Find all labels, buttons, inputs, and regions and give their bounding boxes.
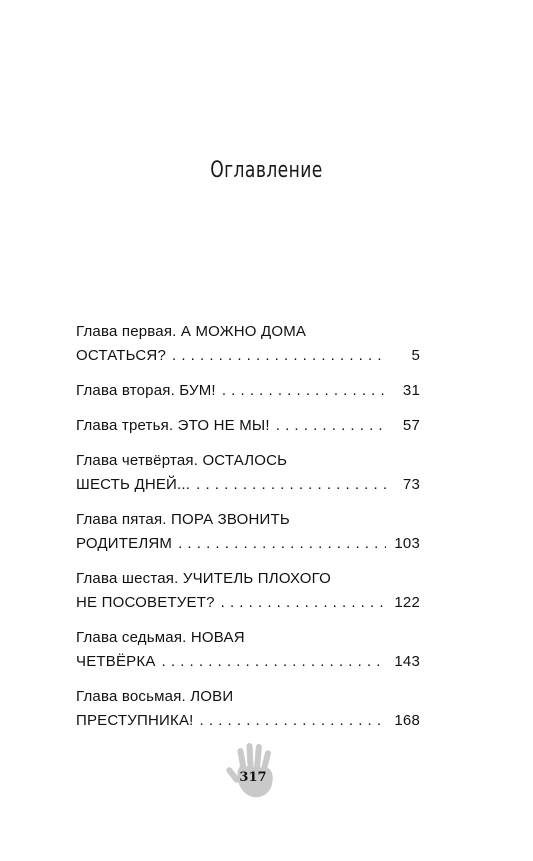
- toc-page-number: 103: [394, 535, 420, 552]
- toc-entry-leader-line: [76, 344, 420, 368]
- page-folio: [226, 740, 280, 802]
- dot-leader: [221, 591, 386, 615]
- toc-page-number: 122: [394, 594, 420, 611]
- toc-entry-title: Глава седьмая. НОВАЯ: [76, 629, 245, 646]
- toc-page-number: 168: [394, 712, 420, 729]
- dot-leader: [276, 414, 386, 438]
- toc-entry-title: Глава восьмая. ЛОВИ: [76, 688, 234, 705]
- toc-entry-title-cont: РОДИТЕЛЯМ: [76, 535, 173, 552]
- toc-title: Оглавление: [210, 158, 323, 183]
- toc-page-number: 57: [402, 417, 420, 434]
- toc-page-number: 73: [402, 476, 420, 493]
- toc-entry-3: [76, 414, 420, 438]
- dot-leader: [200, 709, 386, 733]
- dot-leader: [162, 650, 386, 674]
- toc-entry-1: [76, 320, 420, 368]
- toc-entry-leader-line: [76, 414, 420, 438]
- toc-entry-title: Глава первая. А МОЖНО ДОМА: [76, 323, 307, 340]
- toc-entry-leader-line: [76, 379, 420, 403]
- toc-entry-8: [76, 685, 420, 733]
- table-of-contents: [76, 320, 420, 744]
- toc-entry-6: [76, 567, 420, 615]
- toc-entry-7: [76, 626, 420, 674]
- toc-entry-leader-line: [76, 591, 420, 615]
- toc-entry-title-cont: ЧЕТВЁРКА: [76, 653, 156, 670]
- toc-entry-title-cont: ОСТАТЬСЯ?: [76, 347, 166, 364]
- toc-entry-title-cont: НЕ ПОСОВЕТУЕТ?: [76, 594, 215, 611]
- dot-leader: [178, 532, 386, 556]
- toc-entry-2: [76, 379, 420, 403]
- toc-entry-5: [76, 508, 420, 556]
- toc-entry-4: [76, 449, 420, 497]
- toc-entry-title-cont: ШЕСТЬ ДНЕЙ...: [76, 476, 191, 493]
- dot-leader: [172, 344, 386, 368]
- toc-entry-title: Глава третья. ЭТО НЕ МЫ!: [76, 417, 270, 434]
- toc-page-number: 143: [394, 653, 420, 670]
- toc-entry-title-cont: ПРЕСТУПНИКА!: [76, 712, 194, 729]
- dot-leader: [222, 379, 386, 403]
- toc-entry-leader-line: [76, 650, 420, 674]
- toc-entry-title: Глава шестая. УЧИТЕЛЬ ПЛОХОГО: [76, 570, 331, 587]
- toc-entry-leader-line: [76, 709, 420, 733]
- toc-entry-title: Глава пятая. ПОРА ЗВОНИТЬ: [76, 511, 290, 528]
- toc-entry-leader-line: [76, 473, 420, 497]
- toc-entry-title: Глава вторая. БУМ!: [76, 382, 216, 399]
- dot-leader: [196, 473, 386, 497]
- toc-page-number: 5: [411, 347, 420, 364]
- toc-entry-title: Глава четвёртая. ОСТАЛОСЬ: [76, 452, 288, 469]
- toc-entry-leader-line: [76, 532, 420, 556]
- toc-page-number: 31: [402, 382, 420, 399]
- page-number: 317: [239, 770, 267, 785]
